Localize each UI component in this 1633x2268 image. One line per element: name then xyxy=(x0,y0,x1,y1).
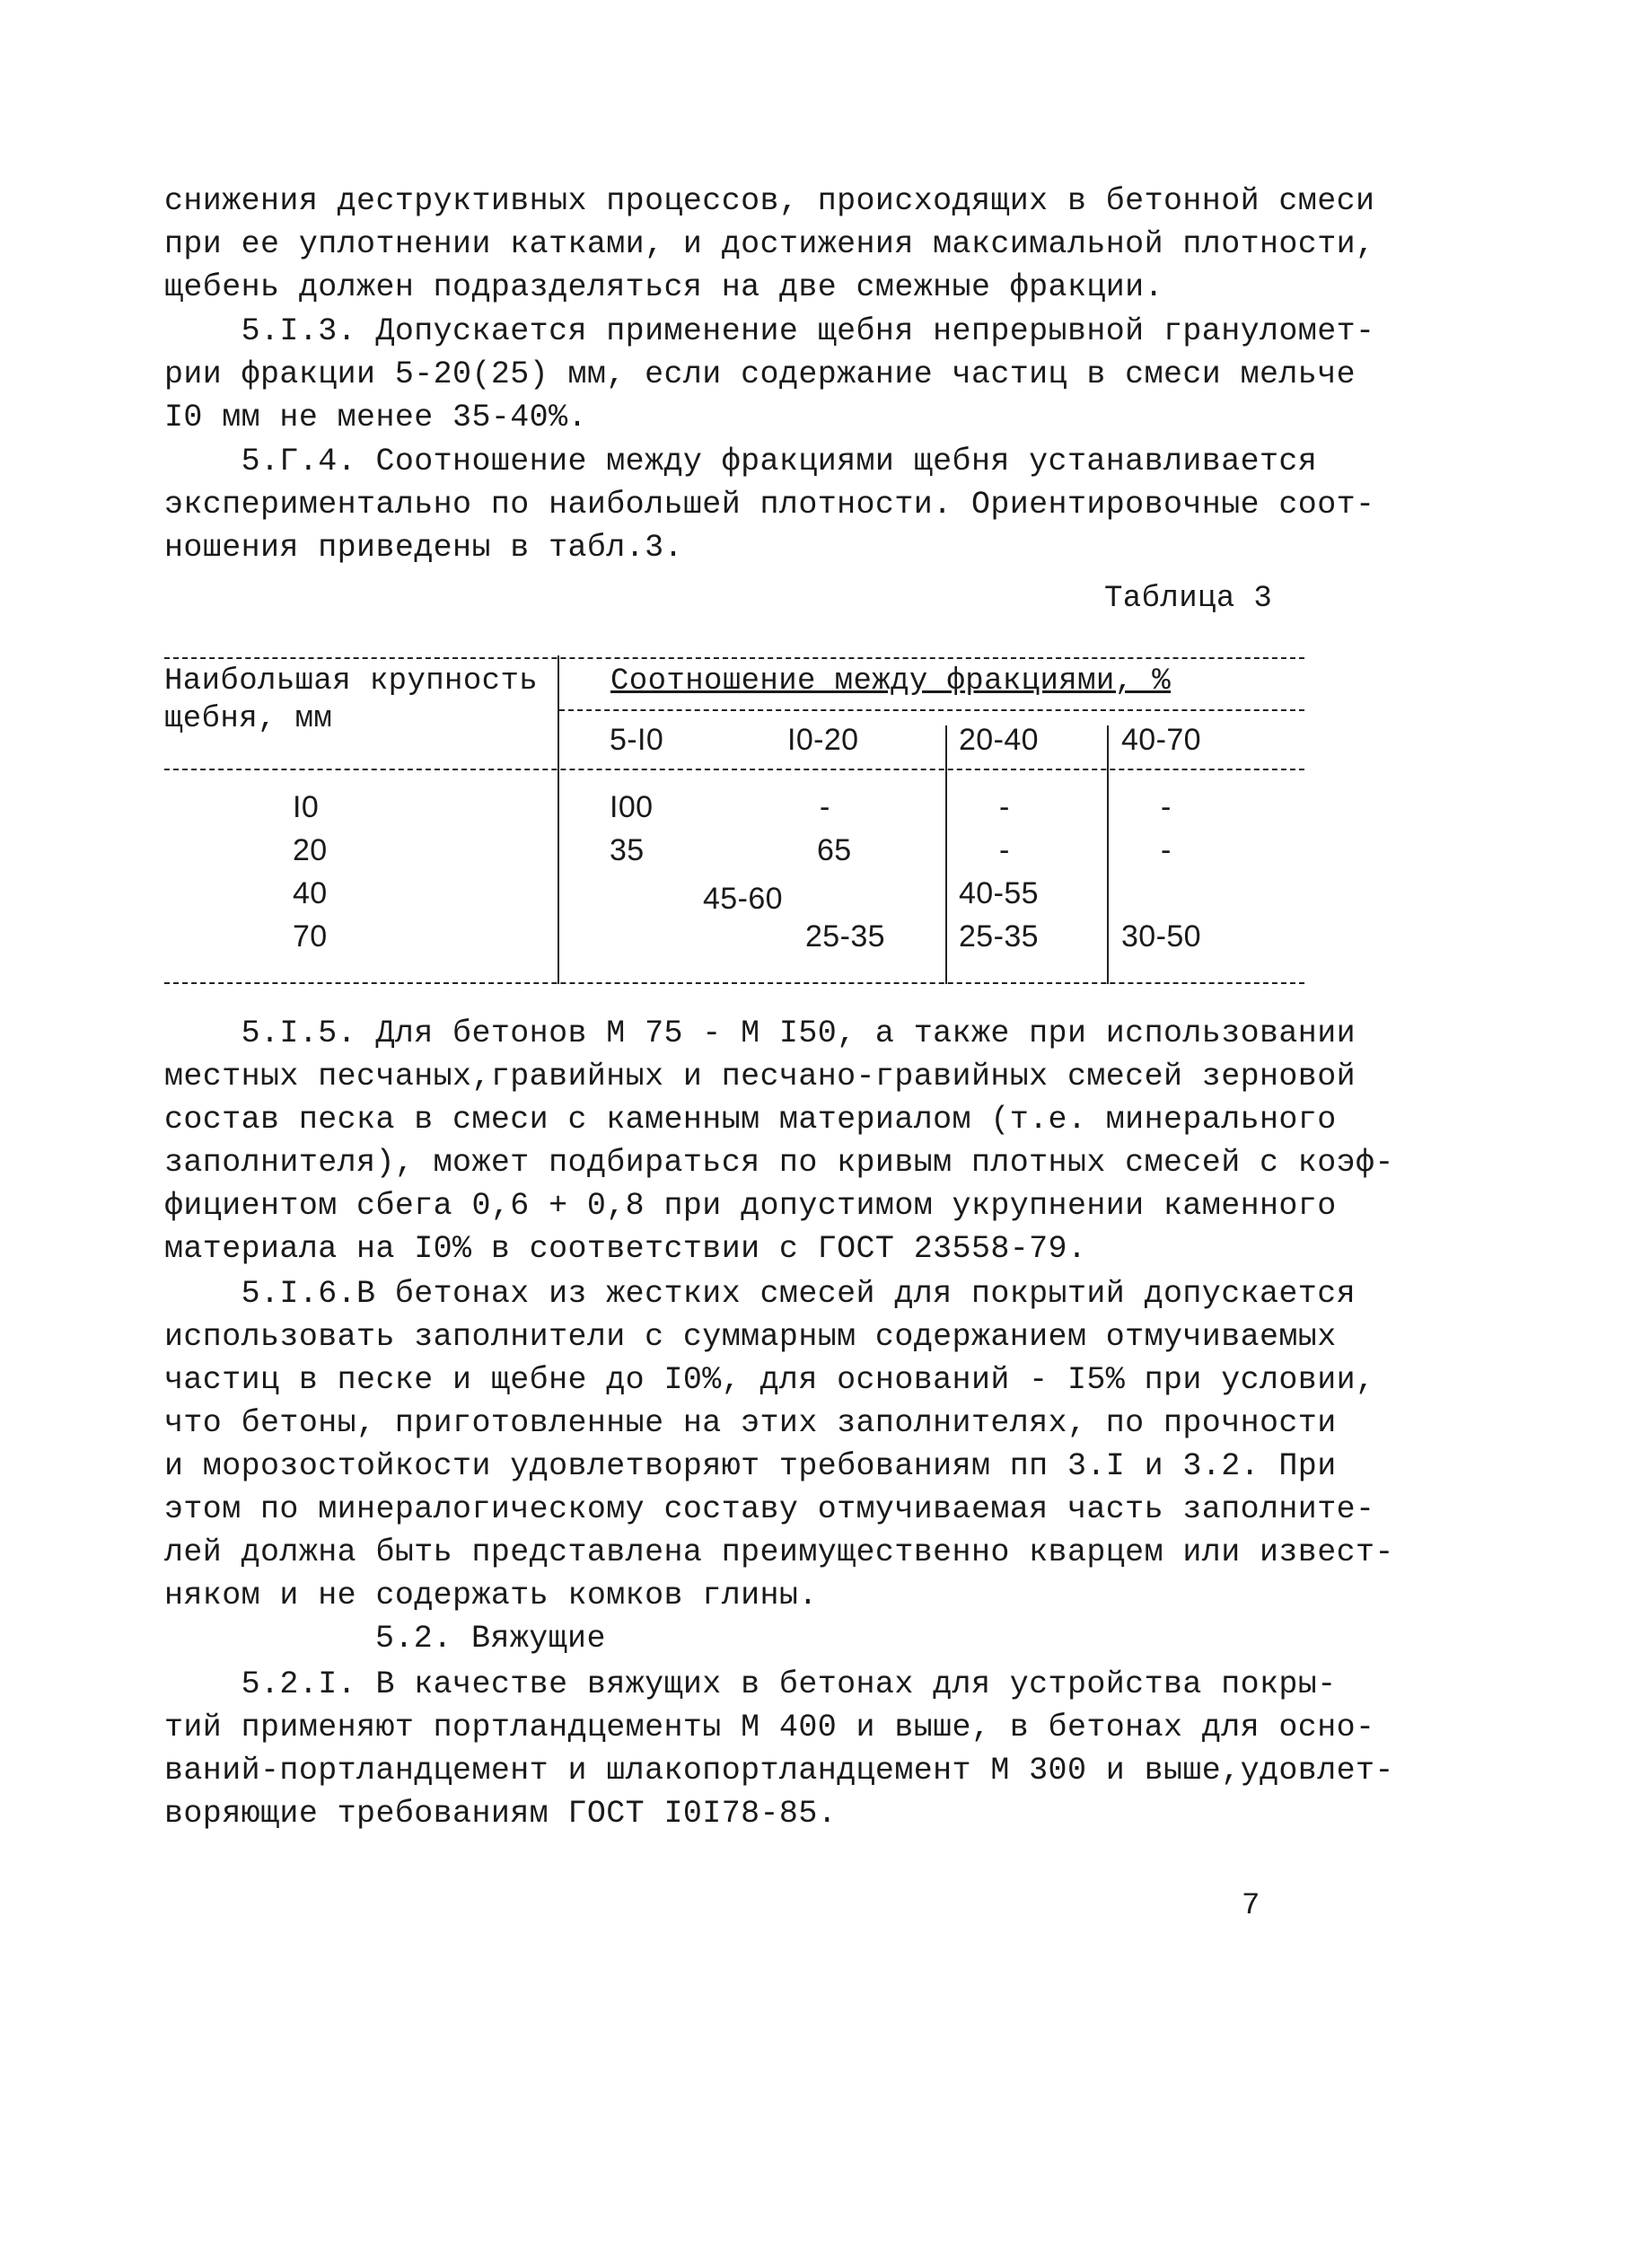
text-line: воряющие требованиям ГОСТ I0I78-85. xyxy=(164,1796,838,1832)
text-line: 5.2.I. В качестве вяжущих в бетонах для устройства покры- xyxy=(164,1666,1337,1702)
text-line: 5.I.5. Для бетонов М 75 - М I50, а также при использовании xyxy=(164,1015,1356,1051)
table-column-divider xyxy=(945,725,947,984)
text-line: этом по минералогическому составу отмучиваемая часть заполните- xyxy=(164,1491,1375,1527)
text-line: и морозостойкости удовлетворяют требованиям пп 3.I и 3.2. При xyxy=(164,1448,1337,1484)
cell-value: - xyxy=(1161,833,1172,867)
cell-value: - xyxy=(999,833,1010,867)
header-fraction-ratio: Соотношение между фракциями, % xyxy=(610,664,1172,699)
text-line: ваний-портландцемент и шлакопортландцемент М 300 и выше,удовлет- xyxy=(164,1753,1394,1789)
table-header-rule xyxy=(164,769,1304,770)
row-size: 40 xyxy=(293,876,328,910)
fraction-ratio-table xyxy=(164,655,1304,988)
table-top-rule xyxy=(164,657,1304,659)
paragraph-5-1-3 xyxy=(164,310,1375,439)
text-line: 5.I.6.В бетонах из жестких смесей для покрытий допускается xyxy=(164,1276,1356,1312)
text-line: снижения деструктивных процессов, происходящих в бетонной смеси xyxy=(164,183,1375,219)
paragraph-5-1-4 xyxy=(164,440,1375,569)
row-size: 70 xyxy=(293,919,328,954)
cell-value: 65 xyxy=(817,833,852,867)
text-line: лей должна быть представлена преимущественно кварцем или извест- xyxy=(164,1534,1394,1570)
text-line: использовать заполнители с суммарным содержанием отмучиваемых xyxy=(164,1319,1337,1355)
cell-value: 25-35 xyxy=(959,919,1039,954)
cell-value: I00 xyxy=(610,790,654,824)
text-line: ношения приведены в табл.3. xyxy=(164,530,683,566)
paragraph-5-1-5 xyxy=(164,1012,1394,1270)
text-line: тий применяют портландцементы М 400 и выше, в бетонах для осно- xyxy=(164,1710,1375,1745)
cell-value: - xyxy=(820,790,830,824)
cell-value: 35 xyxy=(610,833,645,867)
text-line: местных песчаных,гравийных и песчано-гравийных смесей зерновой xyxy=(164,1059,1356,1094)
subheader-40-70: 40-70 xyxy=(1121,723,1201,757)
table-column-divider xyxy=(558,655,559,984)
text-line: заполнителя), может подбираться по кривым плотных смесей с коэф- xyxy=(164,1145,1394,1181)
text-line: состав песка в смеси с каменным материалом (т.е. минерального xyxy=(164,1102,1337,1138)
intro-paragraph xyxy=(164,180,1375,309)
header-max-size: Наибольшая крупность xyxy=(164,664,539,699)
row-size: 20 xyxy=(293,833,328,867)
table-column-divider xyxy=(1107,725,1109,984)
text-line: частиц в песке и щебне до I0%, для оснований - I5% при условии, xyxy=(164,1362,1375,1398)
text-line: экспериментально по наибольшей плотности. Ориентировочные соот- xyxy=(164,487,1375,523)
row-size: I0 xyxy=(293,790,320,824)
subheader-5-10: 5-I0 xyxy=(610,723,664,757)
text-line: 5.I.3. Допускается применение щебня непрерывной грануломет- xyxy=(164,313,1375,349)
paragraph-5-2-1 xyxy=(164,1663,1394,1835)
cell-value: - xyxy=(999,790,1010,824)
table-caption: Таблица 3 xyxy=(1104,582,1273,616)
text-line: рии фракции 5-20(25) мм, если содержание частиц в смеси мельче xyxy=(164,356,1356,392)
table-bottom-rule xyxy=(164,982,1304,984)
text-line: I0 мм не менее 35-40%. xyxy=(164,400,587,435)
paragraph-5-1-6 xyxy=(164,1272,1394,1617)
section-heading: 5.2. Вяжущие xyxy=(375,1621,606,1657)
text-line: что бетоны, приготовленные на этих заполнителях, по прочности xyxy=(164,1405,1337,1441)
header-max-size-unit: щебня, мм xyxy=(164,702,333,736)
text-line: щебень должен подразделяться на две смежные фракции. xyxy=(164,269,1163,305)
cell-value: 45-60 xyxy=(703,882,783,916)
subheader-20-40: 20-40 xyxy=(959,723,1039,757)
text-line: материала на I0% в соответствии с ГОСТ 23558-79. xyxy=(164,1231,1087,1267)
cell-value: 25-35 xyxy=(805,919,885,954)
page-number: 7 xyxy=(1242,1889,1260,1923)
cell-value: - xyxy=(1161,790,1172,824)
cell-value: 40-55 xyxy=(959,876,1039,910)
text-line: фициентом сбега 0,6 + 0,8 при допустимом укрупнении каменного xyxy=(164,1188,1337,1224)
text-line: 5.Г.4. Соотношение между фракциями щебня устанавливается xyxy=(164,444,1318,479)
text-line: при ее уплотнении катками, и достижения максимальной плотности, xyxy=(164,226,1375,262)
text-line: няком и не содержать комков глины. xyxy=(164,1578,818,1613)
subheader-10-20: I0-20 xyxy=(787,723,859,757)
table-group-rule xyxy=(559,709,1304,711)
cell-value: 30-50 xyxy=(1121,919,1201,954)
